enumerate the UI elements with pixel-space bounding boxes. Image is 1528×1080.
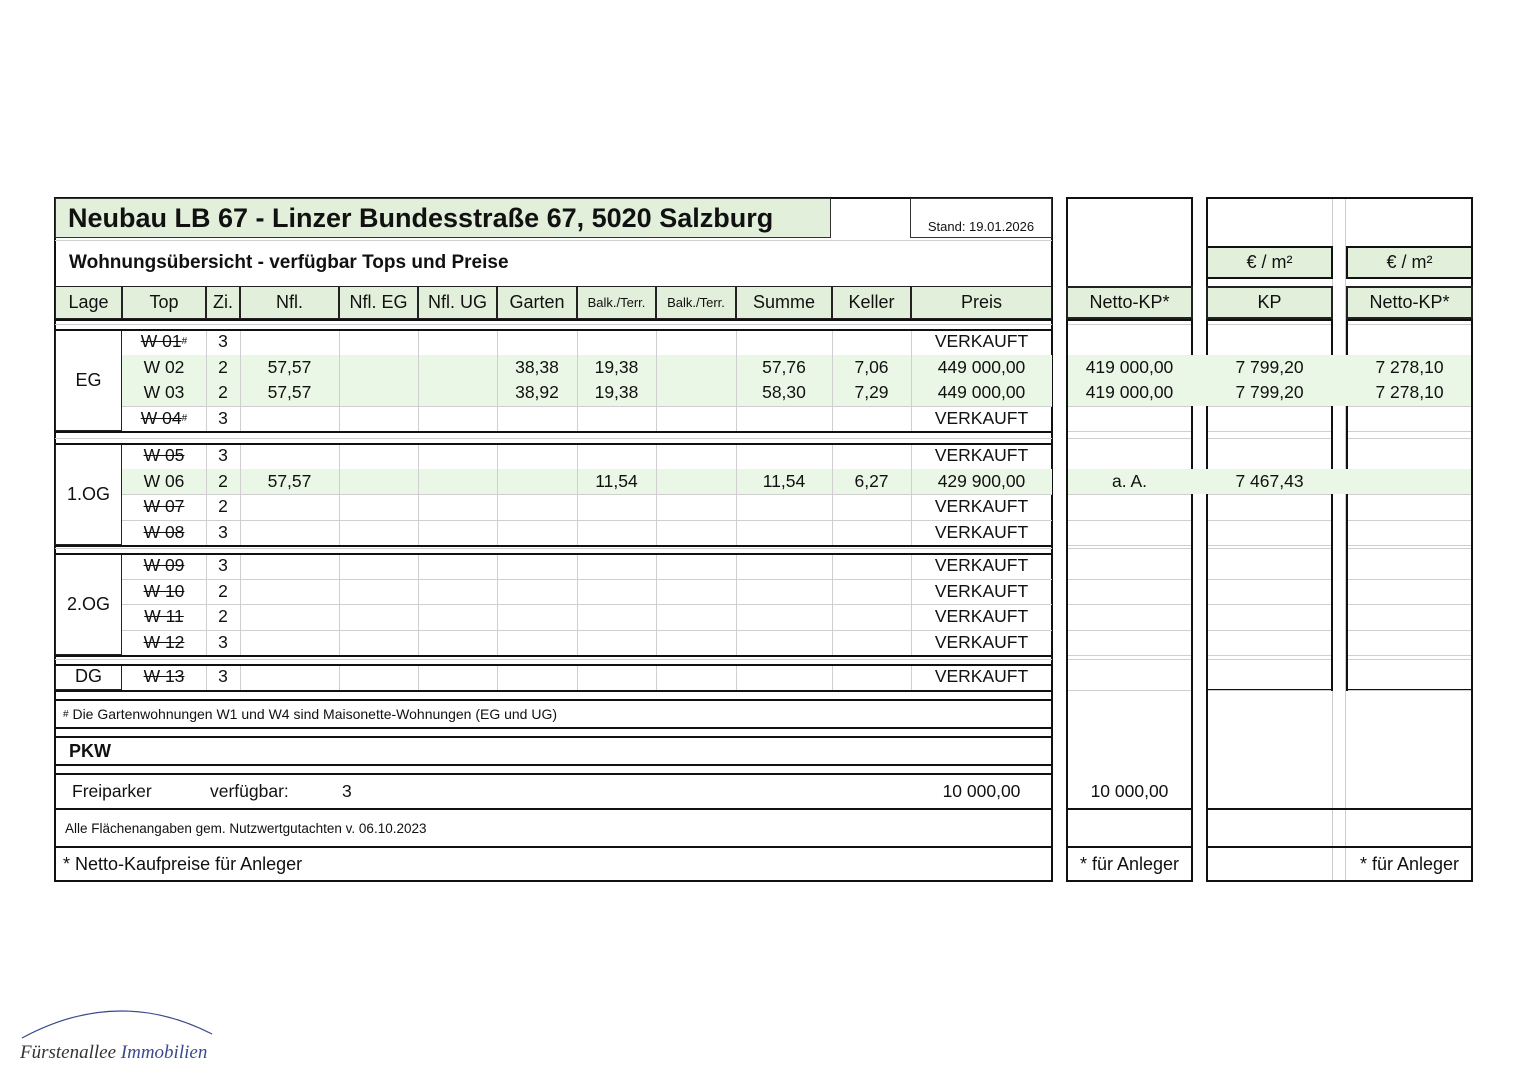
pkw-verfuegbar-label: verfügbar:: [210, 780, 289, 801]
cell-nfl_eg: [339, 579, 418, 605]
cell-netto: 419 000,00: [1085, 356, 1174, 377]
cell-nfl_ug: [418, 604, 497, 630]
cell-keller: [832, 494, 911, 520]
top-w08: [122, 520, 206, 546]
cell-preis: VERKAUFT: [934, 521, 1029, 542]
page-title: Neubau LB 67 - Linzer Bundesstraße 67, 5020 Salzburg: [55, 198, 831, 238]
cell-netto: [1068, 664, 1191, 690]
cell-netto-m2: [1348, 553, 1471, 579]
cell-garten: [497, 494, 577, 520]
top-w12: [122, 630, 206, 656]
maisonette-mark: #: [181, 412, 188, 424]
cell-balk2: [656, 380, 736, 406]
header-netto-kp-m2: Netto-KP*: [1346, 286, 1473, 319]
cell-netto-m2: [1348, 604, 1471, 630]
cell-keller: [832, 406, 911, 432]
cell-summe: [736, 520, 832, 546]
cell-preis: VERKAUFT: [934, 580, 1029, 601]
top-label: W 02: [143, 356, 185, 377]
cell-kp-m2: [1208, 664, 1331, 690]
cell-keller: 7,06: [854, 356, 889, 377]
cell-keller: [832, 329, 911, 355]
top-label: W 04: [140, 407, 182, 428]
subtitle: Wohnungsübersicht - verfügbar Tops und Preise: [69, 252, 509, 273]
cell-netto-m2: [1348, 469, 1471, 495]
cell-nfl_eg: [339, 329, 418, 355]
cell-balk1: [577, 553, 656, 579]
fuer-anleger-note-1: * für Anleger: [1079, 853, 1180, 874]
cell-balk2: [656, 406, 736, 432]
cell-balk1: [577, 443, 656, 469]
cell-netto: [1068, 443, 1191, 469]
pkw-netto: 10 000,00: [1090, 780, 1169, 801]
cell-kp-m2: [1208, 604, 1331, 630]
cell-preis: VERKAUFT: [934, 407, 1029, 428]
lage-1-og: 1.OG: [55, 443, 122, 545]
cell-netto: 419 000,00: [1085, 382, 1174, 403]
cell-netto: a. A.: [1111, 470, 1148, 491]
flaechen-note: Alle Flächenangaben gem. Nutzwertgutachten v. 06.10.2023: [65, 820, 427, 836]
top-label: W 06: [143, 470, 185, 491]
cell-nfl: 57,57: [267, 470, 312, 491]
fuer-anleger-note-2: * für Anleger: [1359, 853, 1460, 874]
lage-dg: DG: [55, 664, 122, 690]
cell-netto-m2: [1348, 443, 1471, 469]
top-w02: [122, 355, 206, 381]
cell-nfl_ug: [418, 553, 497, 579]
cell-preis: 449 000,00: [937, 356, 1026, 377]
header-lage: Lage: [55, 286, 122, 319]
cell-nfl: [240, 604, 339, 630]
top-label: W 07: [143, 496, 185, 517]
top-label: W 12: [143, 631, 185, 652]
cell-summe: [736, 494, 832, 520]
header-preis: Preis: [911, 286, 1052, 319]
cell-balk2: [656, 664, 736, 690]
cell-garten: [497, 443, 577, 469]
cell-nfl_eg: [339, 355, 418, 381]
cell-summe: [736, 329, 832, 355]
header-nfl: Nfl.: [240, 286, 339, 319]
cell-summe: [736, 406, 832, 432]
cell-balk2: [656, 469, 736, 495]
header-nfl-ug: Nfl. UG: [418, 286, 497, 319]
cell-preis: VERKAUFT: [934, 631, 1029, 652]
cell-preis: VERKAUFT: [934, 555, 1029, 576]
header-top: Top: [122, 286, 206, 319]
cell-nfl_eg: [339, 406, 418, 432]
cell-garten: 38,38: [515, 356, 559, 377]
cell-nfl_eg: [339, 630, 418, 656]
cell-preis: 449 000,00: [937, 382, 1026, 403]
cell-balk1: 19,38: [594, 382, 639, 403]
cell-garten: [497, 664, 577, 690]
logo-text-2: Immobilien: [120, 1042, 208, 1063]
top-label: W 11: [144, 606, 184, 627]
cell-nfl: [240, 494, 339, 520]
cell-kp-m2: [1208, 520, 1331, 546]
top-w05: [122, 443, 206, 469]
cell-summe: 11,54: [762, 470, 806, 491]
cell-balk1: [577, 604, 656, 630]
cell-nfl: [240, 664, 339, 690]
cell-nfl: 57,57: [267, 356, 312, 377]
netto-euro-m2-label: € / m²: [1346, 246, 1473, 279]
netto-note: * Netto-Kaufpreise für Anleger: [63, 853, 303, 874]
cell-balk1: [577, 329, 656, 355]
cell-nfl_eg: [339, 520, 418, 546]
cell-keller: [832, 443, 911, 469]
top-label: W 10: [143, 580, 185, 601]
cell-keller: 6,27: [854, 470, 889, 491]
cell-preis: VERKAUFT: [934, 496, 1029, 517]
cell-garten: [497, 630, 577, 656]
cell-kp-m2: [1208, 553, 1331, 579]
pkw-label: Freiparker: [72, 780, 152, 801]
cell-kp-m2: [1208, 494, 1331, 520]
footnote-text: Die Gartenwohnungen W1 und W4 sind Maisonette-Wohnungen (EG und UG): [72, 706, 558, 722]
maisonette-mark: #: [181, 336, 188, 348]
cell-nfl_ug: [418, 469, 497, 495]
cell-nfl: [240, 329, 339, 355]
cell-keller: [832, 553, 911, 579]
cell-nfl_eg: [339, 494, 418, 520]
cell-nfl: [240, 553, 339, 579]
cell-summe: [736, 553, 832, 579]
cell-balk1: [577, 579, 656, 605]
cell-preis: VERKAUFT: [934, 666, 1029, 687]
kp-euro-m2-label: € / m²: [1206, 246, 1333, 279]
top-w09: [122, 553, 206, 579]
cell-balk1: [577, 494, 656, 520]
header-nfl-eg: Nfl. EG: [339, 286, 418, 319]
cell-nfl_ug: [418, 355, 497, 381]
cell-summe: [736, 443, 832, 469]
cell-zi: 2: [218, 382, 228, 403]
cell-kp-m2: [1208, 630, 1331, 656]
top-w11: [122, 604, 206, 630]
cell-balk2: [656, 604, 736, 630]
cell-balk1: [577, 630, 656, 656]
stand-date: Stand: 19.01.2026: [910, 198, 1052, 238]
cell-garten: [497, 579, 577, 605]
cell-nfl_ug: [418, 406, 497, 432]
cell-balk2: [656, 443, 736, 469]
cell-garten: [497, 553, 577, 579]
cell-nfl_ug: [418, 329, 497, 355]
cell-nfl: 57,57: [267, 382, 312, 403]
cell-keller: [832, 630, 911, 656]
cell-keller: [832, 604, 911, 630]
cell-zi: 3: [218, 555, 228, 576]
cell-balk2: [656, 520, 736, 546]
cell-nfl_eg: [339, 604, 418, 630]
cell-balk2: [656, 494, 736, 520]
cell-netto-m2: [1348, 329, 1471, 355]
cell-nfl: [240, 520, 339, 546]
cell-balk1: [577, 664, 656, 690]
header-keller: Keller: [832, 286, 911, 319]
cell-balk1: 11,54: [595, 470, 638, 491]
top-label: W 09: [143, 555, 185, 576]
cell-zi: 2: [218, 606, 228, 627]
cell-netto-m2: [1348, 630, 1471, 656]
cell-zi: 2: [218, 580, 228, 601]
cell-garten: [497, 406, 577, 432]
cell-balk2: [656, 329, 736, 355]
cell-zi: 2: [218, 356, 228, 377]
cell-netto: [1068, 579, 1191, 605]
cell-nfl_ug: [418, 520, 497, 546]
cell-kp-m2: 7 799,20: [1235, 356, 1304, 377]
cell-kp-m2: [1208, 579, 1331, 605]
top-label: W 03: [143, 382, 185, 403]
top-label: W 13: [143, 666, 185, 687]
header-garten: Garten: [497, 286, 577, 319]
cell-zi: 3: [218, 445, 228, 466]
cell-summe: 58,30: [762, 382, 806, 403]
cell-summe: [736, 630, 832, 656]
cell-garten: 38,92: [515, 382, 559, 403]
cell-nfl_ug: [418, 579, 497, 605]
cell-netto-m2: [1348, 520, 1471, 546]
cell-garten: [497, 469, 577, 495]
header-zi: Zi.: [206, 286, 240, 319]
lage-2-og: 2.OG: [55, 553, 122, 655]
cell-nfl_eg: [339, 553, 418, 579]
cell-garten: [497, 604, 577, 630]
cell-garten: [497, 520, 577, 546]
cell-netto: [1068, 630, 1191, 656]
cell-netto: [1068, 406, 1191, 432]
cell-netto: [1068, 494, 1191, 520]
cell-nfl_ug: [418, 380, 497, 406]
cell-balk2: [656, 553, 736, 579]
cell-garten: [497, 329, 577, 355]
logo-text-1: Fürstenallee: [20, 1042, 117, 1063]
top-w06: [122, 469, 206, 495]
top-label: W 05: [143, 445, 185, 466]
cell-balk1: 19,38: [594, 356, 639, 377]
cell-zi: 3: [218, 407, 228, 428]
cell-preis: 429 900,00: [937, 470, 1026, 491]
cell-netto: [1068, 553, 1191, 579]
cell-balk1: [577, 406, 656, 432]
cell-summe: [736, 604, 832, 630]
cell-nfl_ug: [418, 664, 497, 690]
top-w10: [122, 579, 206, 605]
logo-arc: [18, 1000, 218, 1040]
cell-netto-m2: 7 278,10: [1375, 356, 1444, 377]
top-w04: [122, 406, 206, 432]
cell-netto-m2: [1348, 664, 1471, 690]
cell-keller: [832, 664, 911, 690]
cell-preis: VERKAUFT: [934, 606, 1029, 627]
cell-keller: [832, 520, 911, 546]
pkw-preis: 10 000,00: [942, 780, 1021, 801]
cell-netto-m2: [1348, 494, 1471, 520]
top-label: W 01: [140, 331, 182, 352]
company-logo: [20, 1042, 207, 1064]
cell-balk2: [656, 579, 736, 605]
header-kp: KP: [1206, 286, 1333, 319]
cell-zi: 3: [218, 521, 228, 542]
cell-kp-m2: 7 467,43: [1235, 470, 1304, 491]
header-summe: Summe: [736, 286, 832, 319]
pkw-verfuegbar-count: 3: [342, 780, 352, 801]
cell-nfl: [240, 443, 339, 469]
cell-nfl_eg: [339, 443, 418, 469]
cell-kp-m2: [1208, 406, 1331, 432]
cell-netto-m2: [1348, 579, 1471, 605]
cell-kp-m2: 7 799,20: [1235, 382, 1304, 403]
cell-nfl_eg: [339, 469, 418, 495]
top-w01: [122, 329, 206, 355]
cell-balk1: [577, 520, 656, 546]
footnote-mark: #: [63, 708, 69, 720]
cell-nfl_eg: [339, 380, 418, 406]
cell-summe: [736, 579, 832, 605]
cell-netto: [1068, 604, 1191, 630]
cell-summe: 57,76: [762, 356, 806, 377]
cell-nfl_ug: [418, 494, 497, 520]
cell-nfl_ug: [418, 443, 497, 469]
cell-balk2: [656, 355, 736, 381]
lage-eg: EG: [55, 329, 122, 431]
cell-keller: 7,29: [854, 382, 889, 403]
top-w03: [122, 380, 206, 406]
top-label: W 08: [143, 521, 185, 542]
cell-kp-m2: [1208, 329, 1331, 355]
cell-nfl: [240, 630, 339, 656]
cell-zi: 3: [218, 331, 228, 352]
cell-zi: 2: [218, 496, 228, 517]
cell-zi: 3: [218, 631, 228, 652]
cell-zi: 2: [218, 470, 228, 491]
cell-nfl: [240, 579, 339, 605]
header-balk-terr: Balk./Terr.: [577, 286, 656, 319]
cell-preis: VERKAUFT: [934, 445, 1029, 466]
top-w13: [122, 664, 206, 690]
pkw-title: PKW: [69, 740, 111, 761]
cell-kp-m2: [1208, 443, 1331, 469]
cell-preis: VERKAUFT: [934, 331, 1029, 352]
cell-summe: [736, 664, 832, 690]
header-balk-terr: Balk./Terr.: [656, 286, 736, 319]
cell-nfl_eg: [339, 664, 418, 690]
footnote: [55, 701, 1052, 727]
cell-balk2: [656, 630, 736, 656]
cell-netto-m2: [1348, 406, 1471, 432]
cell-nfl: [240, 406, 339, 432]
cell-zi: 3: [218, 666, 228, 687]
cell-netto: [1068, 520, 1191, 546]
cell-nfl_ug: [418, 630, 497, 656]
header-netto-kp: Netto-KP*: [1066, 286, 1193, 319]
cell-keller: [832, 579, 911, 605]
top-w07: [122, 494, 206, 520]
cell-netto-m2: 7 278,10: [1375, 382, 1444, 403]
cell-netto: [1068, 329, 1191, 355]
